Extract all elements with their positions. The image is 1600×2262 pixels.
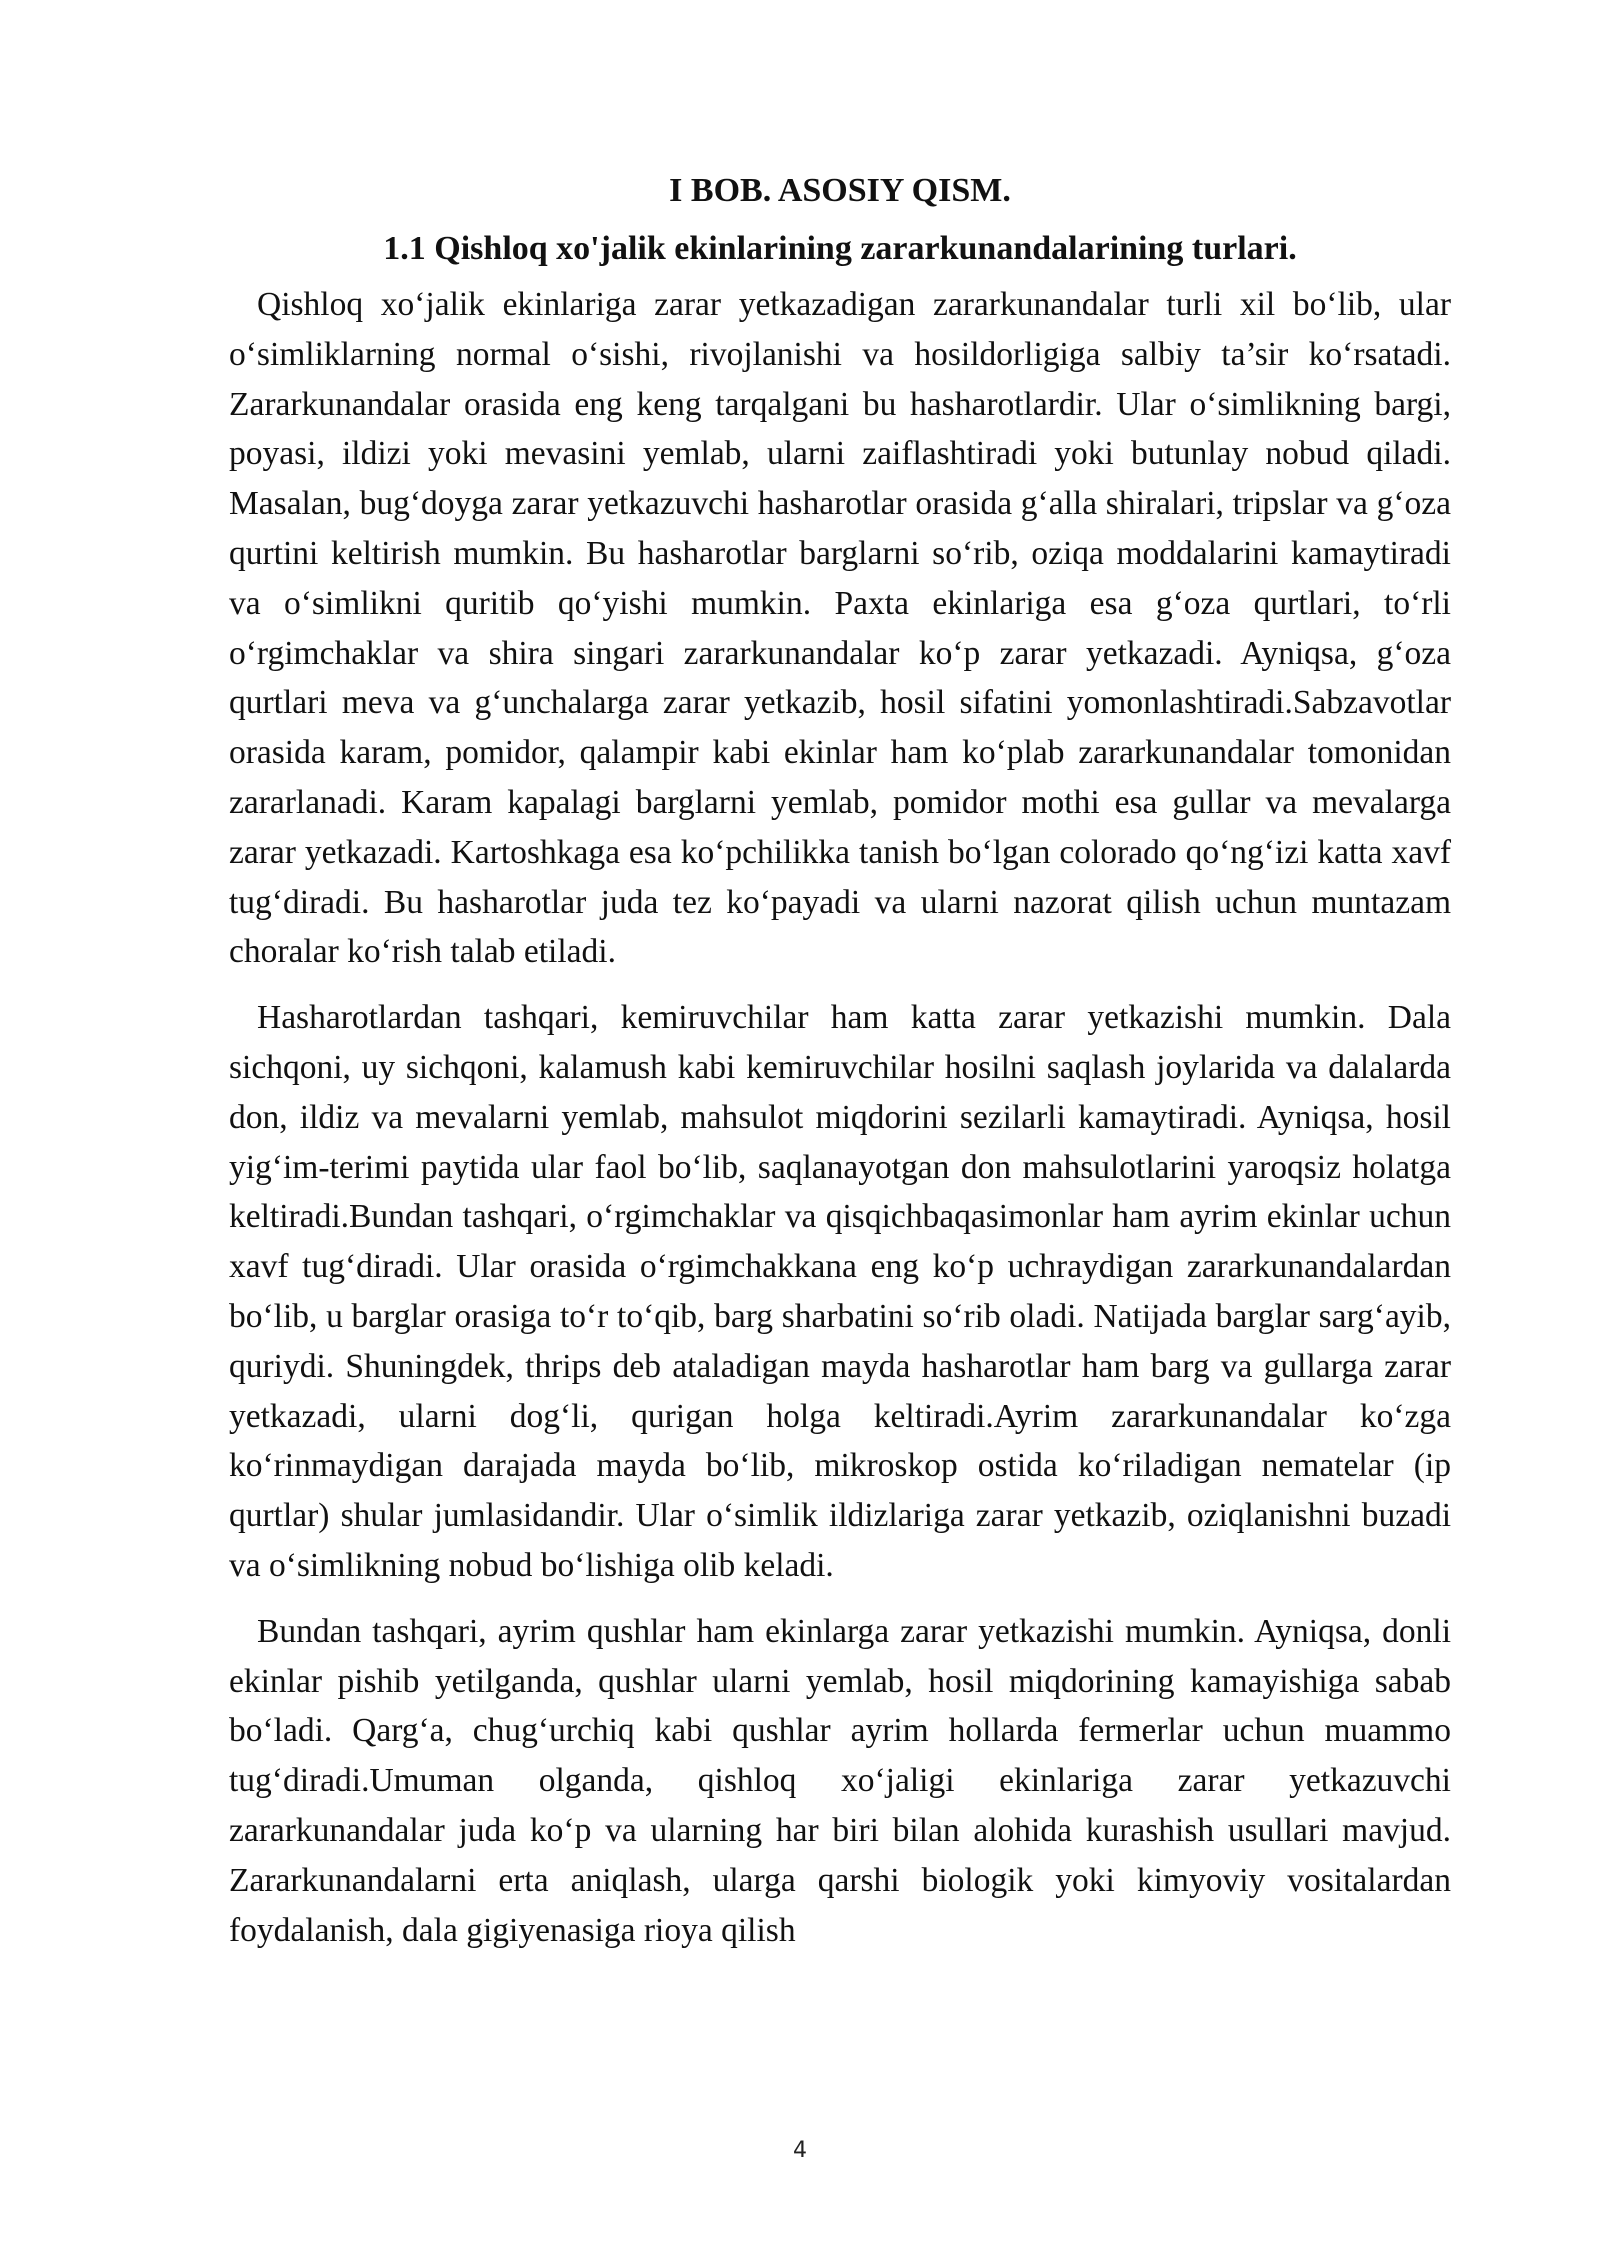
section-title: 1.1 Qishloq xo'jalik ekinlarining zararkunandalarining turlari. [383,230,1297,267]
page-number: 4 [793,2138,807,2163]
chapter-title: I BOB. ASOSIY QISM. [669,172,1011,209]
page-content [229,160,1451,1971]
paragraph-3: Bundan tashqari, ayrim qushlar ham ekinlarga zarar yetkazishi mumkin. Ayniqsa, donli ekinlar pishib yetilganda, qushlar ularni yemlab, hosil miqdorining kamayishiga sabab bo‘ladi. Qarg‘a, chug‘urchiq kabi qushlar ayrim hollarda fermerlar uchun muammo tug‘diradi.Umuman olganda, qishloq xo‘jaligi ekinlariga zarar yetkazuvchi zararkunandalar juda ko‘p va ularning har biri bilan alohida kurashish usullari mavjud. Zararkunandalarni erta aniqlash, ularga qarshi biologik yoki kimyoviy vositalardan foydalanish, dala gigiyenasiga rioya qilish [229,1612,1451,1949]
paragraph-2: Hasharotlardan tashqari, kemiruvchilar ham katta zarar yetkazishi mumkin. Dala sichqoni, uy sichqoni, kalamush kabi kemiruvchilar hosilni saqlash joylarida va dalalarda don, ildiz va mevalarni yemlab, mahsulot miqdorini sezilarli kamaytiradi. Ayniqsa, hosil yig‘im-terimi paytida ular faol bo‘lib, saqlanayotgan don mahsulotlarini yaroqsiz holatga keltiradi.Bundan tashqari, o‘rgimchaklar va qisqichbaqasimonlar ham ayrim ekinlar uchun xavf tug‘diradi. Ular orasida o‘rgimchakkana eng ko‘p uchraydigan zararkunandalardan bo‘lib, u barglar orasiga to‘r to‘qib, barg sharbatini so‘rib oladi. Natijada barglar sarg‘ayib, quriydi. Shuningdek, thrips deb ataladigan mayda hasharotlar ham barg va gullarga zarar yetkazadi, ularni dog‘li, qurigan holga keltiradi.Ayrim zararkunandalar ko‘zga ko‘rinmaydigan darajada mayda bo‘lib, mikroskop ostida ko‘riladigan nematelar (ip qurtlar) shular jumlasidandir. Ular o‘simlik ildizlariga zarar yetkazib, oziqlanishni buzadi va o‘simlikning nobud bo‘lishiga olib keladi. [229,999,1451,1584]
paragraph-1: Qishloq xo‘jalik ekinlariga zarar yetkazadigan zararkunandalar turli xil bo‘lib, ular o‘simliklarning normal o‘sishi, rivojlanishi va hosildorligiga salbiy ta’sir ko‘rsatadi. Zararkunandalar orasida eng keng tarqalgani bu hasharotlardir. Ular o‘simlikning bargi, poyasi, ildizi yoki mevasini yemlab, ularni zaiflashtiradi yoki butunlay nobud qiladi. Masalan, bug‘doyga zarar yetkazuvchi hasharotlar orasida g‘alla shiralari, tripslar va g‘oza qurtini keltirish mumkin. Bu hasharotlar barglarni so‘rib, oziqa moddalarini kamaytiradi va o‘simlikni quritib qo‘yishi mumkin. Paxta ekinlariga esa g‘oza qurtlari, to‘rli o‘rgimchaklar va shira singari zararkunandalar ko‘p zarar yetkazadi. Ayniqsa, g‘oza qurtlari meva va g‘unchalarga zarar yetkazib, hosil sifatini yomonlashtiradi.Sabzavotlar orasida karam, pomidor, qalampir kabi ekinlar ham ko‘plab zararkunandalar tomonidan zararlanadi. Karam kapalagi barglarni yemlab, pomidor mothi esa gullar va mevalarga zarar yetkazadi. Kartoshkaga esa ko‘pchilikka tanish bo‘lgan colorado qo‘ng‘izi katta xavf tug‘diradi. Bu hasharotlar juda tez ko‘payadi va ularni nazorat qilish uchun muntazam choralar ko‘rish talab etiladi. [229,286,1451,971]
